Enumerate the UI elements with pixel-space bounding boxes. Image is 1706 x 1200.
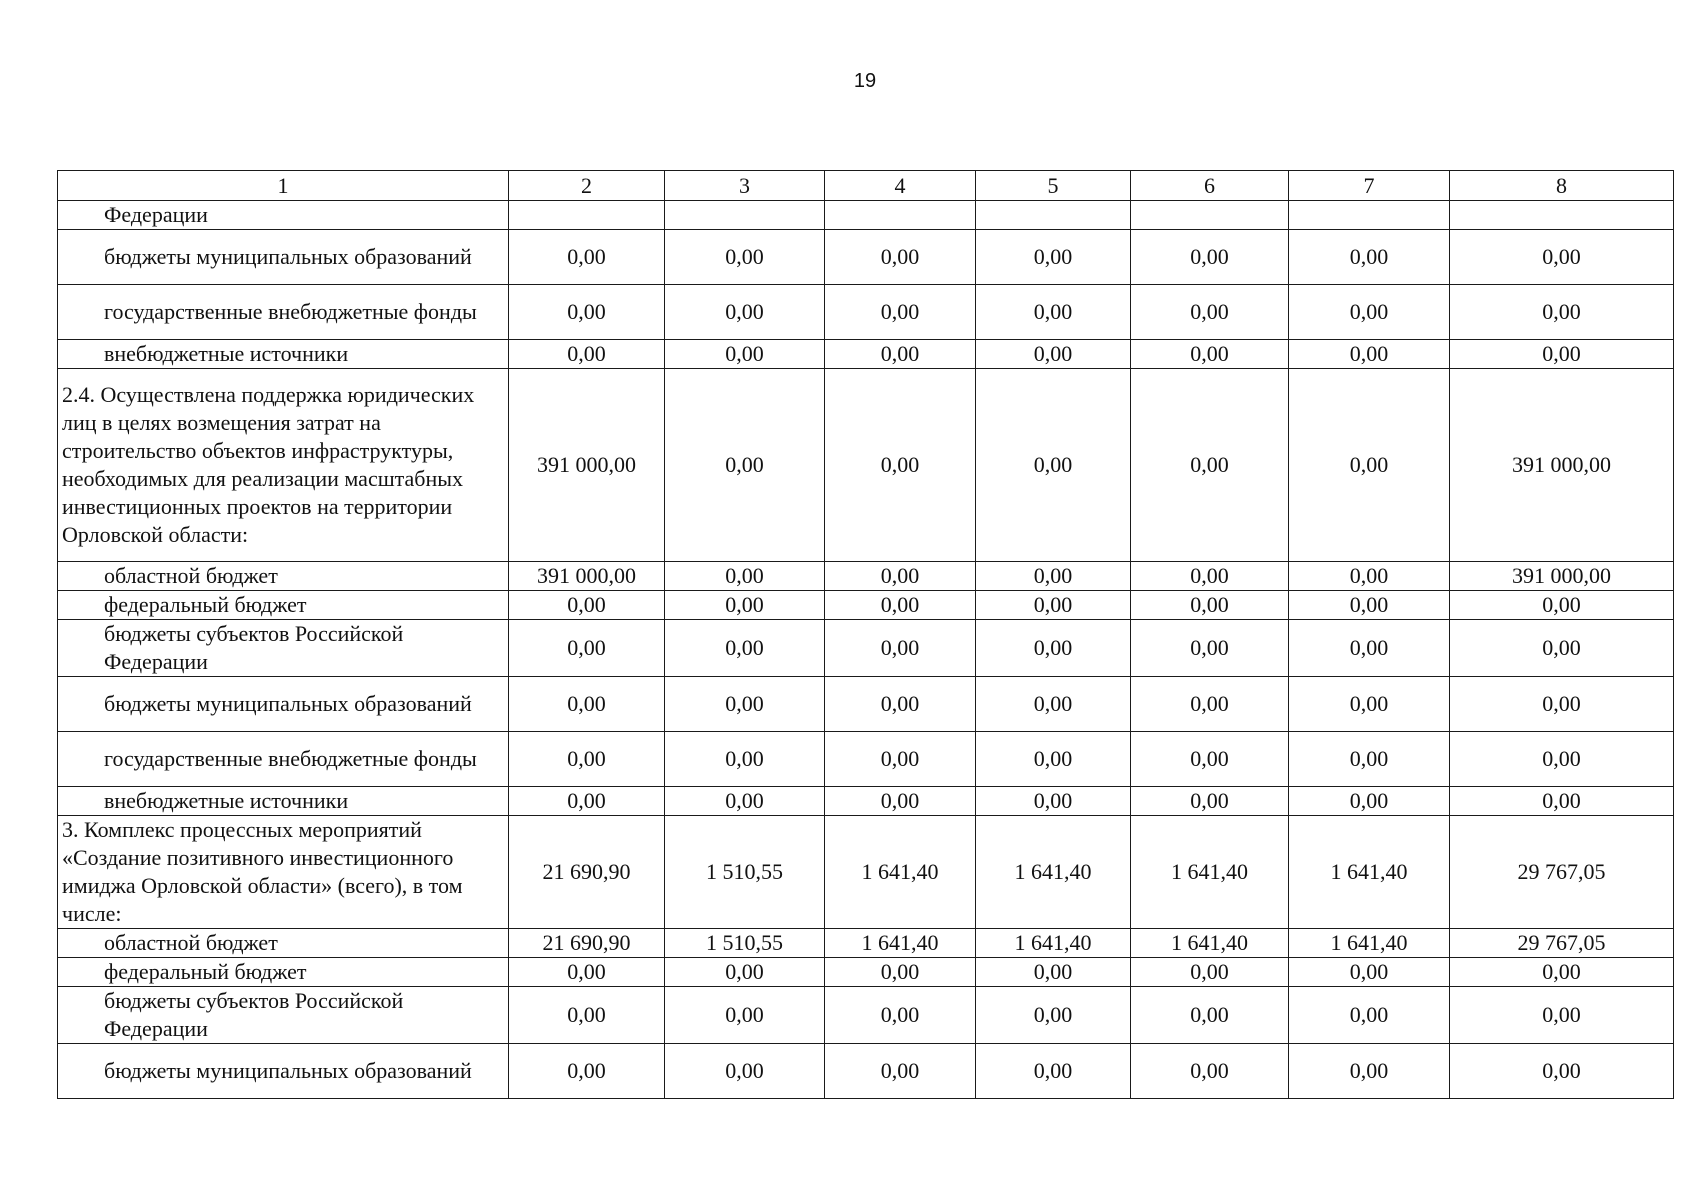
amount-cell-col-3: 0,00 — [665, 987, 825, 1044]
amount-cell-col-2: 0,00 — [509, 340, 665, 369]
amount-cell-col-6: 1 641,40 — [1131, 816, 1289, 929]
table-row — [58, 340, 1674, 369]
amount-cell-col-7: 0,00 — [1289, 677, 1450, 732]
funding-source-label: бюджеты муниципальных образований — [58, 1044, 509, 1099]
amount-cell-col-2: 0,00 — [509, 285, 665, 340]
amount-cell-col-5: 0,00 — [976, 340, 1131, 369]
table-row — [58, 1044, 1674, 1099]
amount-cell-col-2: 21 690,90 — [509, 929, 665, 958]
amount-cell-col-7: 0,00 — [1289, 987, 1450, 1044]
amount-cell-col-7: 0,00 — [1289, 591, 1450, 620]
amount-cell-col-8: 0,00 — [1450, 620, 1674, 677]
amount-cell-col-8 — [1450, 201, 1674, 230]
amount-cell-col-8: 0,00 — [1450, 987, 1674, 1044]
amount-cell-col-7: 0,00 — [1289, 285, 1450, 340]
amount-cell-col-8: 0,00 — [1450, 1044, 1674, 1099]
amount-cell-col-2: 0,00 — [509, 732, 665, 787]
amount-cell-col-5: 0,00 — [976, 369, 1131, 562]
amount-cell-col-6: 0,00 — [1131, 732, 1289, 787]
amount-cell-col-4: 0,00 — [825, 787, 976, 816]
amount-cell-col-8: 29 767,05 — [1450, 816, 1674, 929]
amount-cell-col-6: 0,00 — [1131, 340, 1289, 369]
amount-cell-col-5: 1 641,40 — [976, 929, 1131, 958]
amount-cell-col-7: 0,00 — [1289, 340, 1450, 369]
amount-cell-col-3: 0,00 — [665, 677, 825, 732]
amount-cell-col-4: 0,00 — [825, 562, 976, 591]
column-header-3: 3 — [665, 171, 825, 201]
amount-cell-col-3 — [665, 201, 825, 230]
amount-cell-col-6 — [1131, 201, 1289, 230]
amount-cell-col-8: 0,00 — [1450, 591, 1674, 620]
amount-cell-col-6: 0,00 — [1131, 285, 1289, 340]
amount-cell-col-2: 0,00 — [509, 620, 665, 677]
funding-source-label: бюджеты субъектов Российской Федерации — [58, 987, 509, 1044]
amount-cell-col-3: 0,00 — [665, 1044, 825, 1099]
amount-cell-col-3: 1 510,55 — [665, 929, 825, 958]
amount-cell-col-4: 0,00 — [825, 591, 976, 620]
amount-cell-col-5: 0,00 — [976, 987, 1131, 1044]
amount-cell-col-4: 0,00 — [825, 620, 976, 677]
amount-cell-col-8: 0,00 — [1450, 285, 1674, 340]
amount-cell-col-7: 0,00 — [1289, 562, 1450, 591]
amount-cell-col-5: 0,00 — [976, 1044, 1131, 1099]
amount-cell-col-6: 0,00 — [1131, 677, 1289, 732]
amount-cell-col-3: 0,00 — [665, 620, 825, 677]
amount-cell-col-7 — [1289, 201, 1450, 230]
column-header-8: 8 — [1450, 171, 1674, 201]
activity-label: 3. Комплекс процессных мероприятий «Создание позитивного инвестиционного имиджа Орловской области» (всего), в том числе: — [58, 816, 509, 929]
column-header-2: 2 — [509, 171, 665, 201]
funding-source-label: областной бюджет — [58, 929, 509, 958]
table-row — [58, 369, 1674, 562]
funding-source-label: внебюджетные источники — [58, 787, 509, 816]
table-row — [58, 816, 1674, 929]
amount-cell-col-5: 0,00 — [976, 958, 1131, 987]
amount-cell-col-6: 0,00 — [1131, 787, 1289, 816]
amount-cell-col-5 — [976, 201, 1131, 230]
amount-cell-col-6: 0,00 — [1131, 230, 1289, 285]
amount-cell-col-8: 0,00 — [1450, 677, 1674, 732]
amount-cell-col-5: 1 641,40 — [976, 816, 1131, 929]
funding-source-label: областной бюджет — [58, 562, 509, 591]
budget-table — [57, 170, 1674, 1099]
amount-cell-col-7: 0,00 — [1289, 732, 1450, 787]
funding-source-label: бюджеты муниципальных образований — [58, 230, 509, 285]
amount-cell-col-4: 0,00 — [825, 340, 976, 369]
table-row — [58, 591, 1674, 620]
table-header — [58, 171, 1674, 201]
amount-cell-col-6: 0,00 — [1131, 620, 1289, 677]
amount-cell-col-2: 0,00 — [509, 958, 665, 987]
amount-cell-col-4: 0,00 — [825, 1044, 976, 1099]
column-header-7: 7 — [1289, 171, 1450, 201]
table-row — [58, 929, 1674, 958]
funding-source-label: федеральный бюджет — [58, 591, 509, 620]
amount-cell-col-4: 0,00 — [825, 958, 976, 987]
amount-cell-col-4 — [825, 201, 976, 230]
amount-cell-col-8: 29 767,05 — [1450, 929, 1674, 958]
amount-cell-col-2: 0,00 — [509, 230, 665, 285]
amount-cell-col-5: 0,00 — [976, 677, 1131, 732]
amount-cell-col-7: 0,00 — [1289, 620, 1450, 677]
amount-cell-col-3: 0,00 — [665, 562, 825, 591]
amount-cell-col-8: 391 000,00 — [1450, 369, 1674, 562]
table-body — [58, 201, 1674, 1099]
amount-cell-col-4: 0,00 — [825, 732, 976, 787]
table-row — [58, 230, 1674, 285]
amount-cell-col-6: 0,00 — [1131, 369, 1289, 562]
funding-source-label: Федерации — [58, 201, 509, 230]
column-header-5: 5 — [976, 171, 1131, 201]
amount-cell-col-3: 1 510,55 — [665, 816, 825, 929]
amount-cell-col-6: 0,00 — [1131, 958, 1289, 987]
amount-cell-col-2: 0,00 — [509, 787, 665, 816]
table-row — [58, 620, 1674, 677]
table-row — [58, 677, 1674, 732]
table-row — [58, 732, 1674, 787]
amount-cell-col-2: 391 000,00 — [509, 369, 665, 562]
amount-cell-col-2: 0,00 — [509, 1044, 665, 1099]
funding-source-label: государственные внебюджетные фонды — [58, 285, 509, 340]
amount-cell-col-4: 1 641,40 — [825, 929, 976, 958]
funding-source-label: бюджеты субъектов Российской Федерации — [58, 620, 509, 677]
amount-cell-col-5: 0,00 — [976, 620, 1131, 677]
funding-source-label: внебюджетные источники — [58, 340, 509, 369]
table-row — [58, 201, 1674, 230]
amount-cell-col-8: 0,00 — [1450, 958, 1674, 987]
funding-source-label: государственные внебюджетные фонды — [58, 732, 509, 787]
amount-cell-col-6: 0,00 — [1131, 987, 1289, 1044]
amount-cell-col-7: 1 641,40 — [1289, 929, 1450, 958]
amount-cell-col-8: 391 000,00 — [1450, 562, 1674, 591]
amount-cell-col-3: 0,00 — [665, 369, 825, 562]
amount-cell-col-6: 1 641,40 — [1131, 929, 1289, 958]
amount-cell-col-3: 0,00 — [665, 591, 825, 620]
amount-cell-col-7: 0,00 — [1289, 787, 1450, 816]
amount-cell-col-7: 0,00 — [1289, 230, 1450, 285]
table-row — [58, 285, 1674, 340]
amount-cell-col-4: 0,00 — [825, 677, 976, 732]
column-header-6: 6 — [1131, 171, 1289, 201]
amount-cell-col-6: 0,00 — [1131, 562, 1289, 591]
table-row — [58, 987, 1674, 1044]
amount-cell-col-8: 0,00 — [1450, 732, 1674, 787]
amount-cell-col-4: 0,00 — [825, 230, 976, 285]
amount-cell-col-8: 0,00 — [1450, 230, 1674, 285]
funding-source-label: бюджеты муниципальных образований — [58, 677, 509, 732]
amount-cell-col-7: 0,00 — [1289, 958, 1450, 987]
amount-cell-col-4: 0,00 — [825, 987, 976, 1044]
amount-cell-col-5: 0,00 — [976, 591, 1131, 620]
amount-cell-col-3: 0,00 — [665, 285, 825, 340]
amount-cell-col-8: 0,00 — [1450, 787, 1674, 816]
column-header-1: 1 — [58, 171, 509, 201]
amount-cell-col-7: 0,00 — [1289, 369, 1450, 562]
amount-cell-col-5: 0,00 — [976, 787, 1131, 816]
amount-cell-col-4: 1 641,40 — [825, 816, 976, 929]
table-row — [58, 562, 1674, 591]
amount-cell-col-3: 0,00 — [665, 340, 825, 369]
amount-cell-col-5: 0,00 — [976, 285, 1131, 340]
amount-cell-col-3: 0,00 — [665, 732, 825, 787]
table-row — [58, 787, 1674, 816]
amount-cell-col-5: 0,00 — [976, 732, 1131, 787]
amount-cell-col-5: 0,00 — [976, 230, 1131, 285]
column-header-4: 4 — [825, 171, 976, 201]
amount-cell-col-4: 0,00 — [825, 285, 976, 340]
table-row — [58, 958, 1674, 987]
amount-cell-col-6: 0,00 — [1131, 591, 1289, 620]
amount-cell-col-4: 0,00 — [825, 369, 976, 562]
funding-source-label: федеральный бюджет — [58, 958, 509, 987]
activity-label: 2.4. Осуществлена поддержка юридических лиц в целях возмещения затрат на строительство объектов инфраструктуры, необходимых для реализации масштабных инвестиционных проектов на территории Орловской области: — [58, 369, 509, 562]
amount-cell-col-2 — [509, 201, 665, 230]
amount-cell-col-2: 0,00 — [509, 987, 665, 1044]
amount-cell-col-2: 21 690,90 — [509, 816, 665, 929]
amount-cell-col-7: 0,00 — [1289, 1044, 1450, 1099]
amount-cell-col-2: 0,00 — [509, 591, 665, 620]
amount-cell-col-5: 0,00 — [976, 562, 1131, 591]
page-number: 19 — [853, 70, 877, 92]
header-row — [58, 171, 1674, 201]
amount-cell-col-2: 391 000,00 — [509, 562, 665, 591]
amount-cell-col-8: 0,00 — [1450, 340, 1674, 369]
amount-cell-col-2: 0,00 — [509, 677, 665, 732]
amount-cell-col-3: 0,00 — [665, 787, 825, 816]
amount-cell-col-3: 0,00 — [665, 958, 825, 987]
amount-cell-col-3: 0,00 — [665, 230, 825, 285]
amount-cell-col-6: 0,00 — [1131, 1044, 1289, 1099]
amount-cell-col-7: 1 641,40 — [1289, 816, 1450, 929]
